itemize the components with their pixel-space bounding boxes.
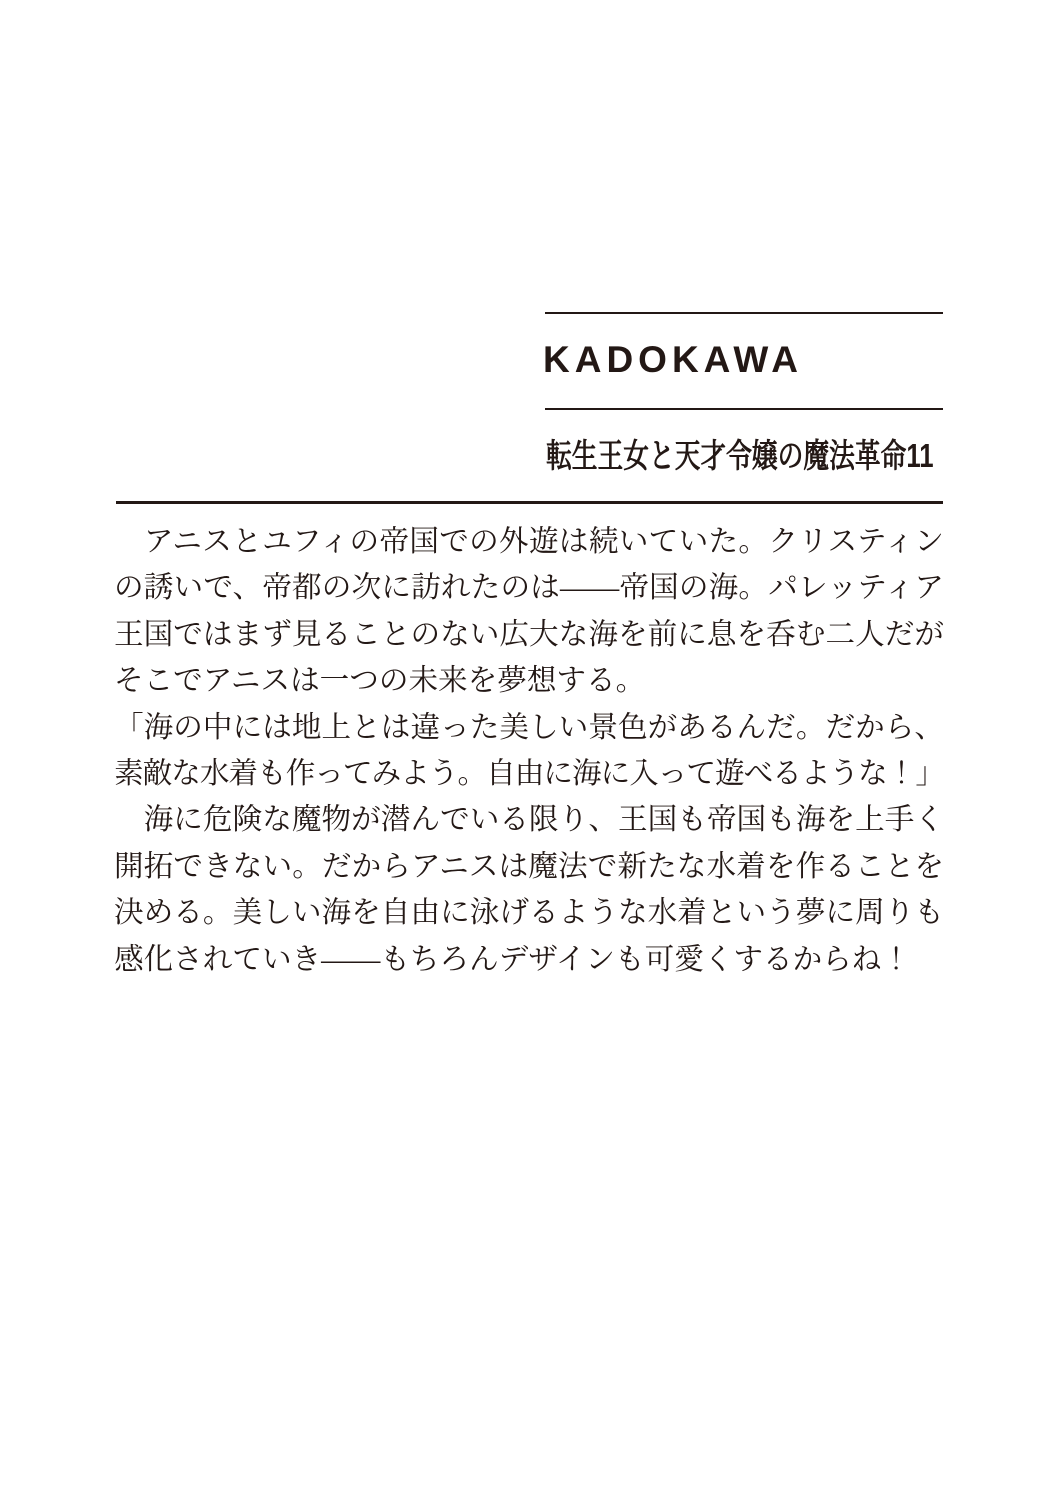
synopsis-line: そこでアニスは一つの未来を夢想する。 (114, 665, 646, 698)
divider-above-logo (545, 312, 943, 314)
synopsis-line: 王国ではまず見ることのない広大な海を前に息を呑む二人だが (114, 618, 944, 651)
synopsis-line: 決める。美しい海を自由に泳げるような水着という夢に周りも (114, 897, 944, 930)
book-title-text: 転生王女と天才令嬢の魔法革命11 (546, 437, 934, 474)
synopsis-line: 開拓できない。だからアニスは魔法で新たな水着を作ることを (114, 850, 944, 883)
synopsis-line: 素敵な水着も作ってみよう。自由に海に入って遊べるような！」 (114, 758, 944, 791)
synopsis-line: 感化されていき——もちろんデザインも可愛くするからね！ (114, 943, 911, 976)
synopsis-line: 「海の中には地上とは違った美しい景色があるんだ。だから、 (114, 711, 944, 744)
synopsis-line: 海に危険な魔物が潜んでいる限り、王国も帝国も海を上手く (114, 804, 944, 837)
kadokawa-logo: KADOKAWA (543, 339, 803, 380)
synopsis (114, 519, 944, 983)
book-title (546, 436, 1043, 476)
divider-below-logo (545, 408, 943, 410)
synopsis-line: の誘いで、帝都の次に訪れたのは——帝国の海。パレッティア (114, 572, 944, 605)
divider-above-synopsis (116, 501, 943, 504)
synopsis-line: アニスとユフィの帝国での外遊は続いていた。クリスティン (114, 526, 944, 558)
